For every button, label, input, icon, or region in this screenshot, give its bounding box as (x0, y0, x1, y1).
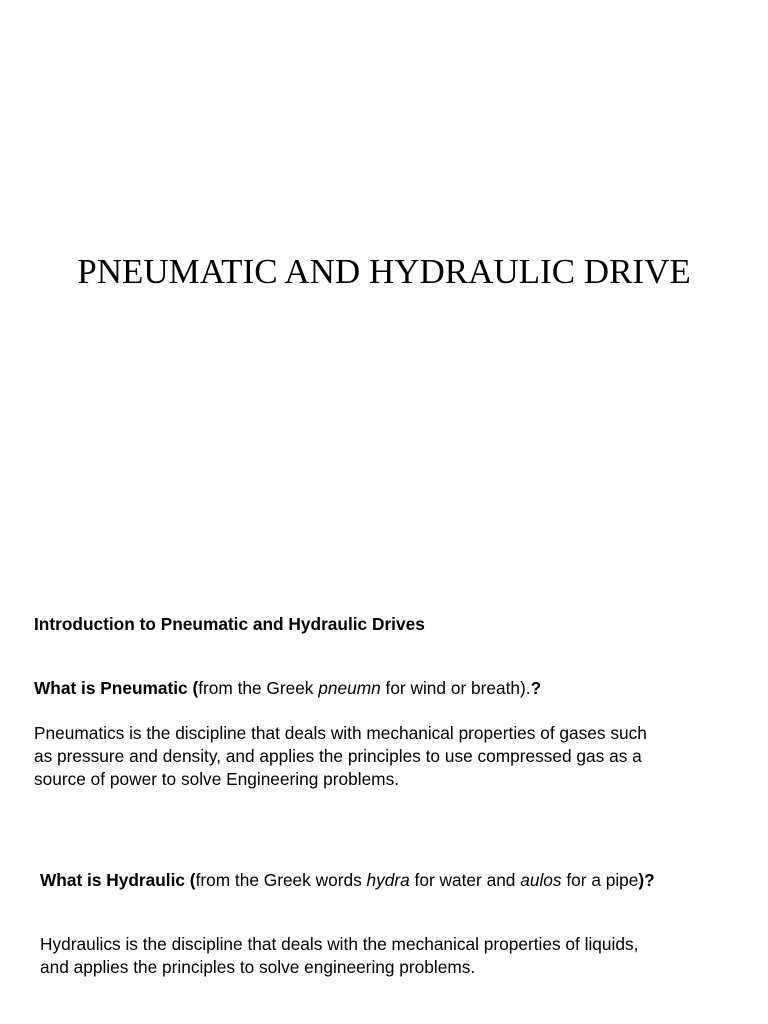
pneumatic-question-term: pneumn (318, 678, 381, 698)
hydraulic-question (40, 869, 740, 892)
page-title: PNEUMATIC AND HYDRAULIC DRIVE (77, 252, 691, 291)
hydraulic-question-lead: What is Hydraulic ( (40, 870, 196, 890)
hydraulic-question-mid: for water and (409, 870, 521, 890)
hydraulic-question-end: )? (638, 870, 655, 890)
hydraulic-definition (40, 933, 740, 979)
hydraulic-question-rest: for a pipe (561, 870, 639, 890)
hydraulic-question-term-hydra: hydra (366, 870, 410, 890)
intro-heading: Introduction to Pneumatic and Hydraulic Drives (34, 614, 425, 634)
hydraulic-question-from: from the Greek words (195, 870, 367, 890)
hydraulic-question-term-aulos: aulos (520, 870, 562, 890)
pneumatic-question-end: ? (530, 678, 542, 698)
pneumatic-question (34, 677, 734, 700)
hydraulic-definition-line: Hydraulics is the discipline that deals with the mechanical properties of liquids, (40, 934, 639, 954)
pneumatic-definition-line: Pneumatics is the discipline that deals with mechanical properties of gases such (34, 723, 647, 743)
pneumatic-question-rest: for wind or breath). (380, 678, 531, 698)
pneumatic-definition-line: source of power to solve Engineering problems. (34, 769, 400, 789)
hydraulic-definition-line: and applies the principles to solve engineering problems. (40, 957, 476, 977)
pneumatic-definition-line: as pressure and density, and applies the principles to use compressed gas as a (34, 746, 642, 766)
pneumatic-question-from: from the Greek (198, 678, 319, 698)
pneumatic-question-lead: What is Pneumatic ( (34, 678, 199, 698)
pneumatic-definition (34, 722, 734, 791)
